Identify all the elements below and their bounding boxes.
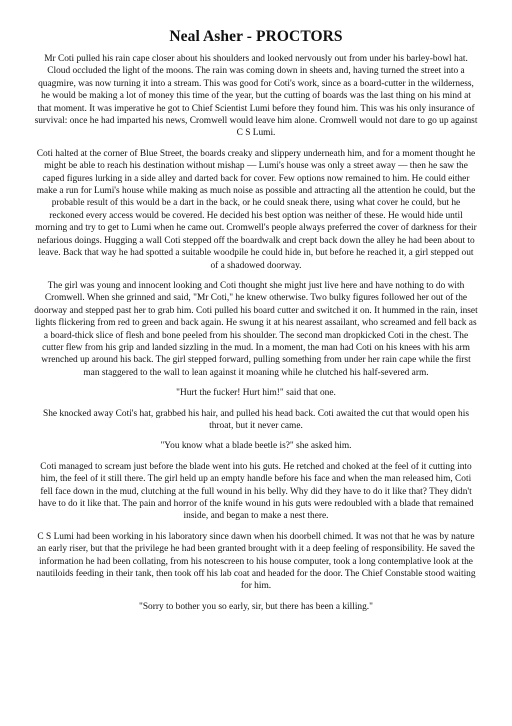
paragraph-5: She knocked away Coti's hat, grabbed his hair, and pulled his head back. Coti awaited the cut that would open his throat, but it never came.: [43, 408, 469, 431]
paragraph-2: Coti halted at the corner of Blue Street, the boards creaky and slippery underneath him, and for a moment thought he might be able to reach his destination without mishap — Lumi's house was only a street away — then he saw the caped figures lurking in a side alley and darted back for cover. Few options now remained to him. He could either make a run for Lumi's house while making as much noise as possible and attracting all the attention he could, but the probable result of this would be a dart in the back, or he could sneak there, using what cover he could, but he reckoned every access would be covered. He decided his best option was neither of these. He would hide until morning and try to get to Lumi when he came out. Cromwell's people always preferred the cover of darkness for their nefarious doings. Hugging a wall Coti stepped off the boardwalk and crept back down the alley he had been about to leave. Back that way he had spotted a suitable woodpile he could hide in, but before he reached it, a girl stepped out of a shadowed doorway.: [35, 148, 477, 271]
paragraph-7: Coti managed to scream just before the blade went into his guts. He retched and choked at the feel of it cutting into him, the feel of it still there. The girl held up an empty handle before his face and when the man released him, Coti fell face down in the mud, clutching at the full wound in his belly. Why did they have to do it like that? They didn't have to do it like that. The pain and horror of the knife wound in his guts were redoubled with a blade that remained inside, and began to make a nest there.: [38, 461, 474, 522]
paragraph-6: "You know what a blade beetle is?" she asked him.: [160, 441, 352, 452]
paragraph-1: Mr Coti pulled his rain cape closer about his shoulders and looked nervously out from under his barley-bowl hat. Cloud occluded the light of the moons. The rain was coming down in sheets and, having turned the street into a quagmire, was now turning it into a stream. This was good for Coti's work, since as a board-cutter in the wilderness, he would be making a lot of money this time of the year, but the cutting of boards was the last thing on his mind at that moment. It was imperative he got to Chief Scientist Lumi before they found him. This was his only insurance of survival: once he had imparted his news, Cromwell would leave him alone. Cromwell would not dare to go up against C S Lumi.: [34, 54, 478, 139]
paragraph-3: The girl was young and innocent looking and Coti thought she might just live here and have nothing to do with Cromwell. When she grinned and said, "Mr Coti," he knew otherwise. Two bulky figures followed her out of the doorway and stepped past her to grab him. Coti pulled his board cutter and switched it on. It hummed in the rain, inset lights flickering from red to green and back again. He swung it at his nearest assailant, who screamed and fell back as a board-thick slice of flesh and bone peeled from his shoulder. The second man dropkicked Coti in the chest. The cutter flew from his grip and landed sizzling in the mud. In a moment, the man had Coti on his knees with his arm wrenched up around his back. The girl stepped forward, pulling something from under her rain cape while the first man staggered to the wall to lean against it moaning while he clutched his half-severed arm.: [34, 280, 478, 378]
paragraph-4: "Hurt the fucker! Hurt him!" said that one.: [176, 388, 336, 399]
document-title: Neal Asher - PROCTORS: [169, 28, 343, 45]
paragraph-9: "Sorry to bother you so early, sir, but there has been a killing.": [139, 601, 373, 612]
paragraph-8: C S Lumi had been working in his laboratory since dawn when his doorbell chimed. It was not that he was by nature an early riser, but that the privilege he had been granted brought with it a deep feeling of responsibility. He saved the information he had been collating, from his notescreen to his house computer, took a long contemplative look at the nautiloids feeding in their tank, then took off his lab coat and headed for the door. The Chief Constable stood waiting for him.: [36, 531, 476, 592]
